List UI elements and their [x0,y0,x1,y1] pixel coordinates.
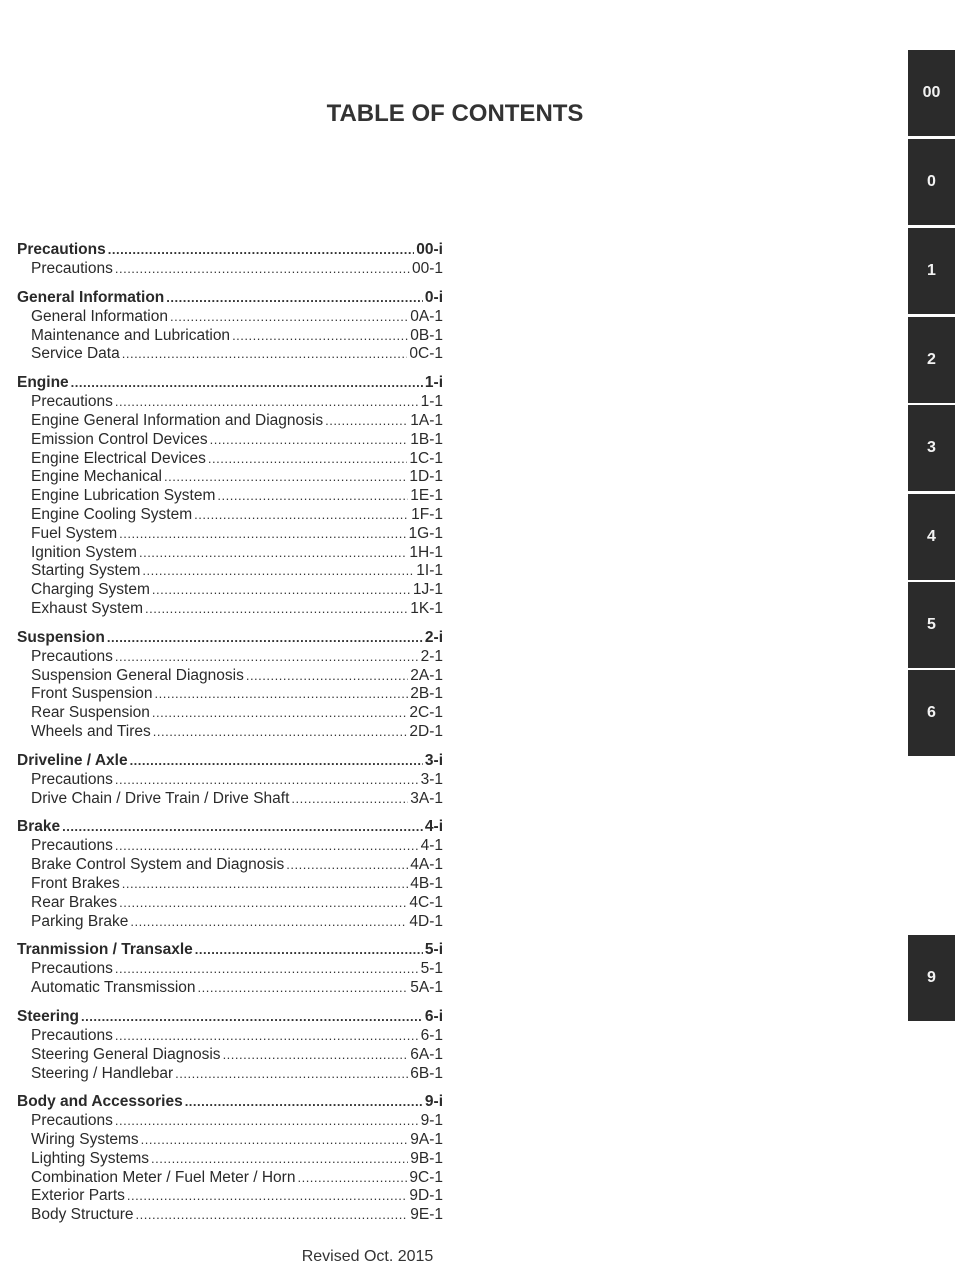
dot-leader [232,327,408,346]
toc-section-heading[interactable] [17,373,443,393]
toc-entry-title: Engine Electrical Devices [31,449,206,467]
toc-entry-page: 3A-1 [410,789,443,807]
dot-leader [107,628,423,648]
dot-leader [115,771,419,790]
dot-leader [108,240,415,260]
toc-entry-title: Brake Control System and Diagnosis [31,856,285,874]
toc-entry[interactable] [17,1065,443,1084]
toc-section-heading[interactable] [17,1007,443,1027]
toc-section [17,628,443,742]
dot-leader [81,1007,423,1027]
toc-entry-page: 0B-1 [410,326,443,344]
toc-section-heading[interactable] [17,751,443,771]
toc-entry-title: Drive Chain / Drive Train / Drive Shaft [31,789,290,807]
toc-section [17,288,443,364]
toc-section-heading-title: Tranmission / Transaxle [17,941,193,959]
toc-entry[interactable] [17,979,443,998]
toc-entry[interactable] [17,581,443,600]
toc-entry-page: 1A-1 [410,411,443,429]
toc-section-heading-page: 4-i [424,818,443,836]
toc-entry[interactable] [17,450,443,469]
toc-entry-title: Precautions [31,1112,113,1130]
toc-entry-page: 4B-1 [410,874,443,892]
toc-entry-page: 6-1 [420,1026,443,1044]
dot-leader [195,940,423,960]
dot-leader [152,704,407,723]
toc-entry[interactable] [17,894,443,913]
toc-entry-page: 0A-1 [410,307,443,325]
toc-entry-page: 0C-1 [409,345,443,363]
page-title: TABLE OF CONTENTS [326,100,584,127]
toc-entry[interactable] [17,648,443,667]
toc-section [17,373,443,619]
toc-entry-page: 9A-1 [410,1131,443,1149]
dot-leader [115,648,419,667]
toc-entry-title: Emission Control Devices [31,430,208,448]
toc-entry-page: 9C-1 [409,1168,443,1186]
toc-section-heading-title: Driveline / Axle [17,751,128,769]
toc-entry-title: Engine Cooling System [31,505,193,523]
toc-section-heading-title: Steering [17,1007,80,1025]
toc-entry[interactable] [17,308,443,327]
toc-entry-page: 1J-1 [412,581,443,599]
section-tab-9[interactable]: 9 [908,935,955,1021]
toc-entry-page: 2-1 [420,647,443,665]
dot-leader [62,817,423,837]
toc-entry-page: 4A-1 [410,856,443,874]
table-of-contents [17,240,443,1234]
toc-entry-page: 9D-1 [409,1187,443,1205]
toc-section-heading-page: 1-i [424,374,443,392]
toc-section [17,240,443,279]
toc-section-heading-title: Engine [17,374,69,392]
toc-entry[interactable] [17,544,443,563]
dot-leader [291,790,408,809]
toc-entry-title: Ignition System [31,543,137,561]
dot-leader [297,1169,407,1188]
dot-leader [130,913,407,932]
toc-entry-title: Service Data [31,345,120,363]
toc-entry-page: 6A-1 [410,1045,443,1063]
toc-entry-title: Precautions [31,260,113,277]
toc-entry-title: Starting System [31,562,141,580]
section-tab-5[interactable]: 5 [908,582,955,668]
dot-leader [198,979,409,998]
toc-entry-title: Precautions [31,393,113,411]
dot-leader [142,562,414,581]
dot-leader [153,723,408,742]
dot-leader [136,1206,409,1225]
toc-entry-title: Parking Brake [31,912,129,930]
toc-section [17,940,443,998]
section-tab-0[interactable]: 0 [908,139,955,225]
toc-section-heading[interactable] [17,817,443,837]
toc-section-heading-page: 6-i [424,1007,443,1025]
dot-leader [286,856,408,875]
toc-entry[interactable] [17,771,443,790]
toc-entry[interactable] [17,562,443,581]
dot-leader [325,412,408,431]
toc-entry-page: 4C-1 [409,893,443,911]
toc-entry-page: 2A-1 [410,666,443,684]
toc-entry-page: 1-1 [420,393,443,411]
dot-leader [139,544,407,563]
dot-leader [175,1065,408,1084]
toc-entry-title: Engine Lubrication System [31,487,216,505]
dot-leader [119,894,407,913]
toc-entry-title: Precautions [31,1026,113,1044]
toc-entry-title: Steering / Handlebar [31,1064,174,1082]
dot-leader [71,373,423,393]
toc-entry[interactable] [17,875,443,894]
toc-entry-title: Front Brakes [31,874,120,892]
dot-leader [185,1092,423,1112]
toc-entry[interactable] [17,393,443,412]
toc-entry[interactable] [17,704,443,723]
toc-entry-title: Combination Meter / Fuel Meter / Horn [31,1168,296,1186]
toc-entry-title: Maintenance and Lubrication [31,326,231,344]
toc-section-heading-page: 9-i [424,1093,443,1111]
section-tab-4[interactable]: 4 [908,494,955,580]
dot-leader [208,450,408,469]
toc-section [17,751,443,809]
toc-entry[interactable] [17,1131,443,1150]
toc-section-heading-title: Precautions [17,241,106,258]
dot-leader [166,288,423,308]
dot-leader [170,308,408,327]
toc-entry-page: 4-1 [420,837,443,855]
dot-leader [223,1046,409,1065]
dot-leader [145,600,408,619]
toc-entry-title: Wheels and Tires [31,722,151,740]
toc-entry[interactable] [17,412,443,431]
toc-entry-page: 1K-1 [410,599,443,617]
toc-entry[interactable] [17,327,443,346]
toc-entry-page: 1H-1 [409,543,443,561]
toc-section-heading-page: 5-i [424,941,443,959]
dot-leader [115,837,419,856]
toc-entry[interactable] [17,1169,443,1188]
toc-entry[interactable] [17,790,443,809]
toc-entry-page: 2C-1 [409,704,443,722]
toc-section-heading-page: 2-i [424,628,443,646]
toc-entry[interactable] [17,487,443,506]
toc-entry-title: Steering General Diagnosis [31,1045,221,1063]
toc-entry-page: 1D-1 [409,468,443,486]
toc-entry-page: 3-1 [420,770,443,788]
toc-entry-title: Lighting Systems [31,1149,150,1167]
toc-section-heading-title: Suspension [17,628,105,646]
toc-entry-page: 9E-1 [410,1206,443,1224]
toc-entry[interactable] [17,685,443,704]
toc-entry-page: 2B-1 [410,685,443,703]
toc-entry-page: 1I-1 [416,562,443,580]
toc-entry[interactable] [17,837,443,856]
dot-leader [122,875,409,894]
dot-leader [115,1027,419,1046]
toc-section-heading[interactable] [17,240,443,260]
toc-entry-title: Exhaust System [31,599,143,617]
dot-leader [151,1150,408,1169]
toc-entry[interactable] [17,260,443,279]
dot-leader [164,468,407,487]
toc-entry-page: 4D-1 [409,912,443,930]
toc-section-heading-page: 00-i [416,241,443,258]
toc-entry-title: Front Suspension [31,685,153,703]
toc-entry-page: 1C-1 [409,449,443,467]
section-tab-2[interactable]: 2 [908,317,955,403]
dot-leader [115,393,419,412]
toc-entry-page: 5-1 [420,960,443,978]
toc-entry[interactable] [17,723,443,742]
section-tab-3[interactable]: 3 [908,405,955,491]
dot-leader [246,667,408,686]
dot-leader [115,960,419,979]
toc-entry[interactable] [17,1150,443,1169]
dot-leader [115,1112,419,1131]
toc-section [17,1007,443,1083]
toc-entry[interactable] [17,1112,443,1131]
toc-entry[interactable] [17,431,443,450]
dot-leader [152,581,411,600]
toc-section-heading-page: 0-i [424,288,443,306]
toc-entry-title: Precautions [31,647,113,665]
toc-entry-title: Rear Suspension [31,704,150,722]
toc-entry-title: Engine General Information and Diagnosis [31,411,324,429]
toc-section-heading[interactable] [17,628,443,648]
toc-entry-title: General Information [31,307,168,325]
dot-leader [155,685,409,704]
dot-leader [141,1131,409,1150]
toc-entry[interactable] [17,856,443,875]
dot-leader [119,525,406,544]
dot-leader [127,1187,408,1206]
toc-entry-title: Wiring Systems [31,1131,139,1149]
toc-entry[interactable] [17,1206,443,1225]
toc-entry-page: 9-1 [420,1112,443,1130]
section-tab-6[interactable]: 6 [908,670,955,756]
dot-leader [217,487,408,506]
toc-entry-page: 00-1 [411,260,443,277]
toc-entry-title: Rear Brakes [31,893,118,911]
toc-entry-title: Precautions [31,770,113,788]
toc-entry-page: 1E-1 [410,487,443,505]
toc-section [17,817,443,931]
section-tab-00[interactable]: 00 [908,50,955,136]
toc-entry-title: Precautions [31,960,113,978]
toc-section-heading[interactable] [17,288,443,308]
toc-section-heading[interactable] [17,940,443,960]
section-tab-1[interactable]: 1 [908,228,955,314]
revision-footer: Revised Oct. 2015 [301,1248,434,1265]
toc-entry-title: Charging System [31,581,150,599]
toc-entry-page: 6B-1 [410,1064,443,1082]
toc-entry-title: Engine Mechanical [31,468,162,486]
toc-entry-page: 1F-1 [411,505,443,523]
toc-entry-page: 5A-1 [410,979,443,997]
toc-entry[interactable] [17,1046,443,1065]
toc-entry-title: Suspension General Diagnosis [31,666,244,684]
toc-section-heading-title: Brake [17,818,61,836]
toc-section-heading-page: 3-i [424,751,443,769]
toc-entry-title: Automatic Transmission [31,979,196,997]
dot-leader [122,345,408,364]
toc-section-heading-title: General Information [17,288,165,306]
toc-entry[interactable] [17,600,443,619]
toc-entry-title: Exterior Parts [31,1187,125,1205]
dot-leader [130,751,423,771]
toc-entry-title: Precautions [31,837,113,855]
toc-section [17,1092,443,1225]
toc-entry-title: Body Structure [31,1206,134,1224]
dot-leader [210,431,409,450]
toc-entry-page: 1B-1 [410,430,443,448]
toc-entry[interactable] [17,468,443,487]
toc-entry[interactable] [17,667,443,686]
toc-entry[interactable] [17,1187,443,1206]
toc-entry[interactable] [17,506,443,525]
toc-entry[interactable] [17,960,443,979]
toc-entry-title: Fuel System [31,524,118,542]
toc-entry-page: 1G-1 [408,524,443,542]
toc-section-heading[interactable] [17,1092,443,1112]
toc-entry[interactable] [17,345,443,364]
dot-leader [115,260,410,279]
toc-entry[interactable] [17,913,443,932]
dot-leader [194,506,409,525]
toc-entry[interactable] [17,1027,443,1046]
toc-entry-page: 2D-1 [409,722,443,740]
toc-entry[interactable] [17,525,443,544]
toc-section-heading-title: Body and Accessories [17,1093,183,1111]
toc-entry-page: 9B-1 [410,1149,443,1167]
